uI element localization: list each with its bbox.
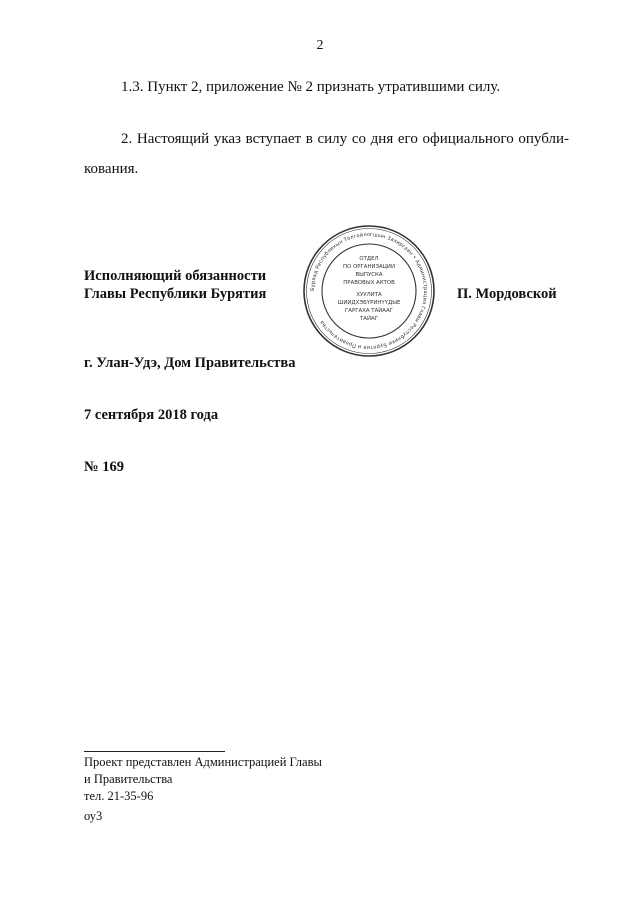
seal-line: ХУУЛИТА bbox=[356, 292, 382, 298]
footnote-line1: Проект представлен Администрацией Главы bbox=[84, 755, 322, 769]
seal-line: ВЫПУСКА bbox=[355, 272, 383, 278]
decree-number: № 169 bbox=[84, 459, 124, 475]
paragraph-1-3: 1.3. Пункт 2, приложение № 2 признать утратившими силу. bbox=[121, 79, 501, 95]
official-seal bbox=[302, 224, 436, 358]
footnote-phone: тел. 21-35-96 bbox=[84, 789, 154, 803]
seal-line: ГАРГАХА ТАЙААГ bbox=[345, 308, 393, 314]
seal-line: ПРАВОВЫХ АКТОВ bbox=[343, 280, 395, 286]
footnote-line2: и Правительства bbox=[84, 772, 173, 786]
seal-graphic bbox=[302, 224, 436, 358]
seal-line: ШИИДХЭБҮРИНҮҮДЫЕ bbox=[337, 300, 401, 306]
seal-ring-text: Буряад Республикын Толгойлогшын Захиргаан • Администрация Главы Республики Бурятия и Правительства bbox=[309, 231, 429, 351]
seal-line: ПО ОРГАНИЗАЦИИ bbox=[343, 264, 395, 270]
signing-place: г. Улан-Удэ, Дом Правительства bbox=[84, 355, 296, 371]
footnote-divider bbox=[84, 751, 225, 752]
seal-line: ОТДЕЛ bbox=[359, 256, 379, 262]
page-number: 2 bbox=[316, 38, 324, 53]
svg-text:Буряад Республикын Толгойлогшы bbox=[310, 231, 428, 350]
seal-line: ТАЙАГ bbox=[360, 316, 378, 322]
signing-date: 7 сентября 2018 года bbox=[84, 407, 219, 423]
paragraph-2: 2. Настоящий указ вступает в силу со дня его официального опубли-кования. bbox=[84, 131, 569, 177]
footnote bbox=[84, 754, 322, 805]
signer-name: П. Мордовской bbox=[457, 286, 557, 302]
signer-position-line2: Главы Республики Бурятия bbox=[84, 286, 267, 302]
signer-position bbox=[84, 267, 266, 303]
document-code: оу3 bbox=[84, 809, 103, 823]
signer-position-line1: Исполняющий обязанности bbox=[84, 268, 267, 284]
